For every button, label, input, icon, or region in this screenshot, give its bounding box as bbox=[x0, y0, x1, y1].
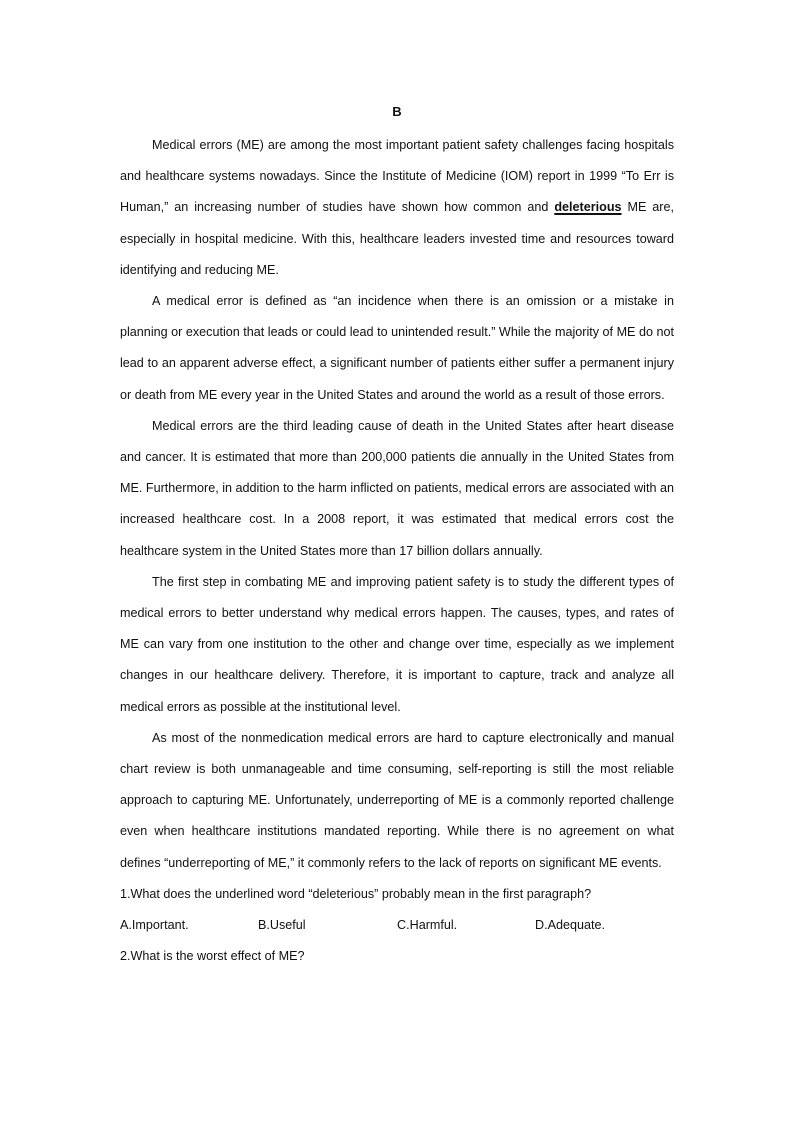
option-d: D.Adequate. bbox=[535, 918, 606, 933]
option-c: C.Harmful. bbox=[397, 918, 458, 933]
question-1: 1.What does the underlined word “deleterious” probably mean in the first paragraph? bbox=[120, 886, 592, 901]
option-b: B.Useful bbox=[258, 918, 306, 933]
paragraph-2: A medical error is defined as “an incidence when there is an omission or a mistake in planning or execution that leads or could lead to unintended result.” While the majority of ME do not lead to an apparent adverse effect, a significant number of patients either suffer a permanent injury or death from ME every year in the United States and around the world as a result of those errors. bbox=[120, 294, 674, 402]
question-2: 2.What is the worst effect of ME? bbox=[120, 949, 305, 964]
question-1-options bbox=[120, 910, 674, 941]
paragraph-5: As most of the nonmedication medical errors are hard to capture electronically and manual chart review is both unmanageable and time consuming, self-reporting is still the most reliable approach to capturing ME. Unfortunately, underreporting of ME is a commonly reported challenge even when healthcare institutions mandated reporting. While there is no agreement on what defines “underreporting of ME,” it commonly refers to the lack of reports on significant ME events. bbox=[120, 730, 674, 870]
section-heading: B bbox=[392, 104, 402, 119]
paragraph-3: Medical errors are the third leading cause of death in the United States after heart disease and cancer. It is estimated that more than 200,000 patients die annually in the United States from ME. Furthermore, in addition to the harm inflicted on patients, medical errors are associated with an increased healthcare cost. In a 2008 report, it was estimated that medical errors cost the healthcare system in the United States more than 17 billion dollars annually. bbox=[120, 418, 674, 558]
underlined-word: deleterious bbox=[554, 200, 622, 215]
option-a: A.Important. bbox=[120, 918, 189, 933]
paragraph-1 bbox=[120, 130, 674, 286]
paragraph-4: The first step in combating ME and improving patient safety is to study the different types of medical errors to better understand why medical errors happen. The causes, types, and rates of ME can vary from one institution to the other and change over time, especially as we implement changes in our healthcare delivery. Therefore, it is important to capture, track and analyze all medical errors as possible at the institutional level. bbox=[120, 574, 674, 714]
paragraph-1-text-end: ME are, especially in hospital medicine. With this, healthcare leaders invested time and resources toward identifying and reducing ME. bbox=[120, 200, 674, 277]
document-page bbox=[120, 100, 674, 972]
paragraph-1-text-start: Medical errors (ME) are among the most important patient safety challenges facing hospitals and healthcare systems nowadays. Since the Institute of Medicine (IOM) report in 1999 “To Err is Human,” an increasing number of studies have shown how common and bbox=[120, 138, 674, 215]
